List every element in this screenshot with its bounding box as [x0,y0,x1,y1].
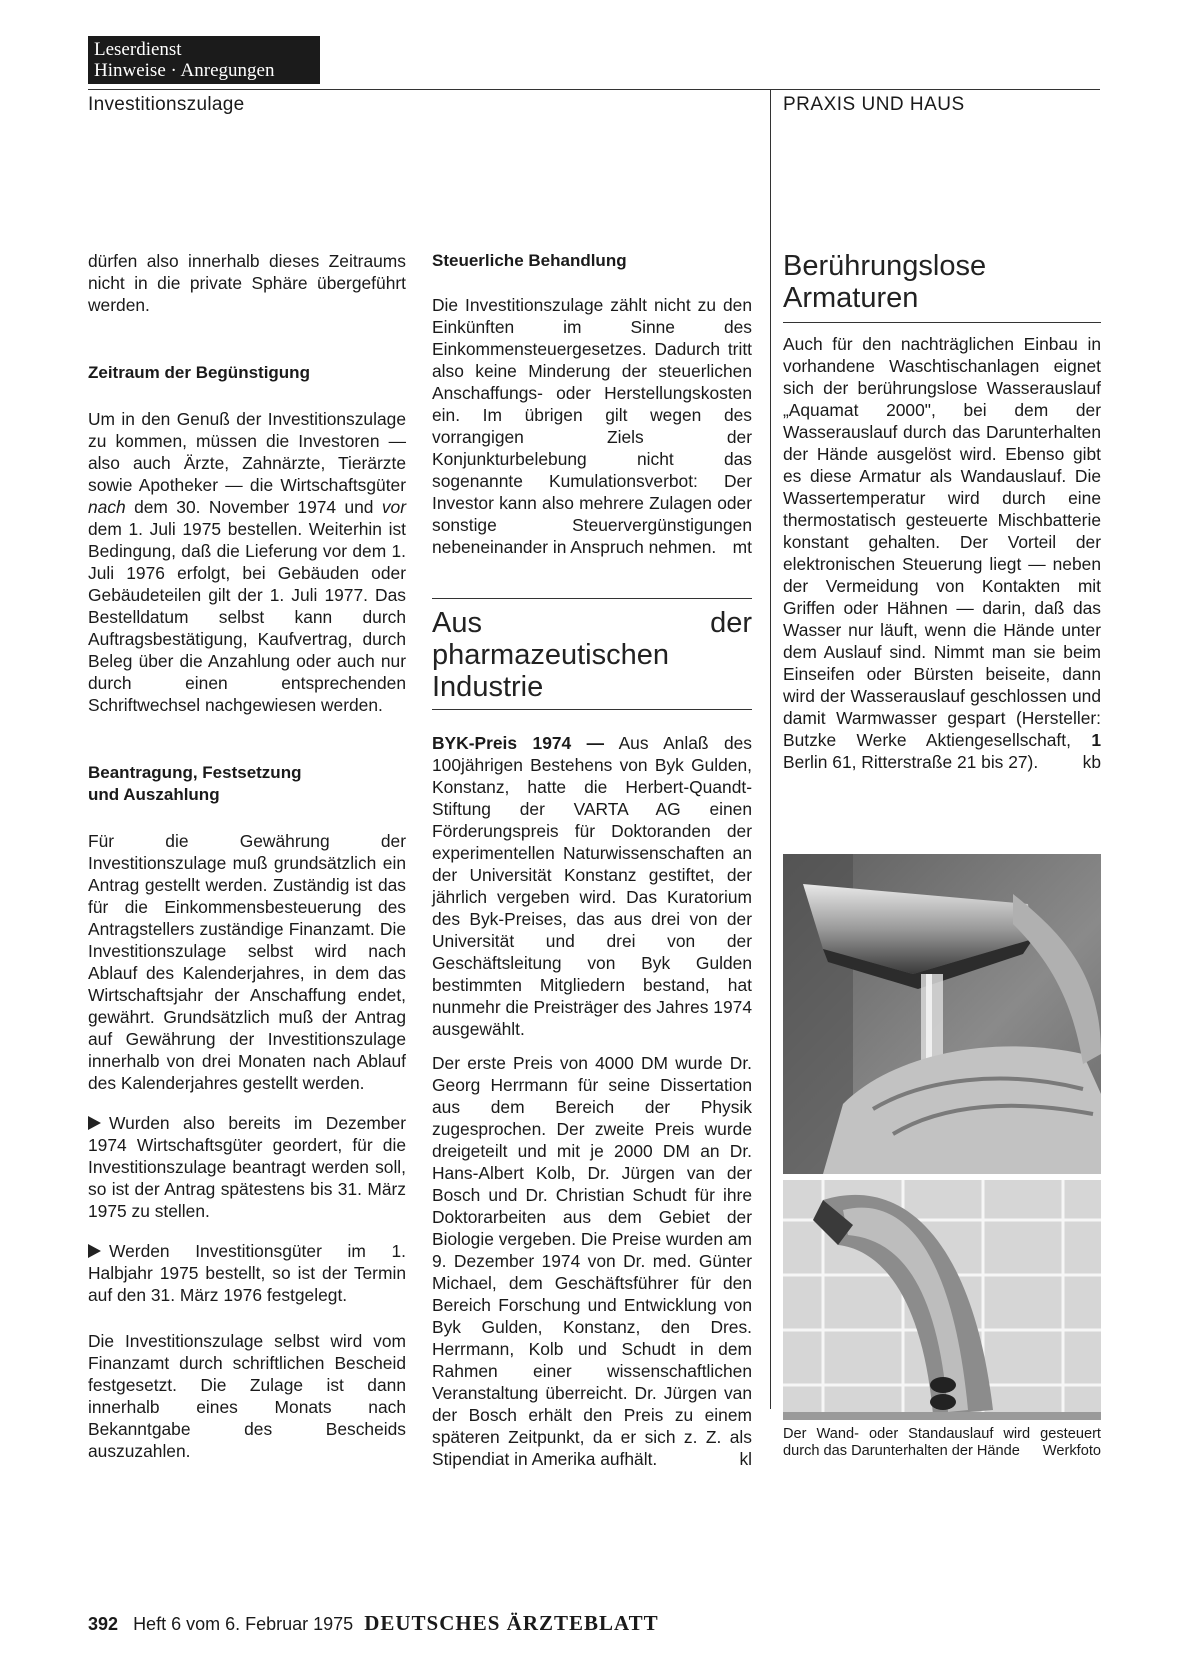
heading-armaturen: Berührungslose Armaturen [783,250,987,314]
column-1 [88,250,406,1480]
author-signature: kl [739,1449,752,1469]
section-rule-armaturen [783,322,1101,323]
header-rule [88,89,1100,90]
rubric-badge [88,36,320,84]
triangle-bullet-icon [88,1116,101,1130]
triangle-bullet-icon [88,1244,101,1258]
photo-caption: Der Wand- oder Standauslauf wird gesteuert durch das Darunterhalten der Hände Werkfoto [783,1426,1101,1459]
paragraph-final: Die Investitionszulage selbst wird vom Finanzamt durch schriftlichen Bescheid festgesetzt. Die Zulage ist dann innerhalb eines Monats nach Bekanntgabe des Bescheids auszuzahlen. [88,1331,406,1461]
intro-paragraph: dürfen also innerhalb dieses Zeitraums nicht in die private Sphäre übergeführt werden. [88,251,406,315]
emphasis-vor: vor [381,497,406,517]
page-footer [88,1611,659,1636]
author-signature: mt [732,537,752,557]
paragraph-preis: Der erste Preis von 4000 DM wurde Dr. Georg Herrmann für seine Dissertation aus dem Bereich der Physik zugesprochen. Der zweite Preis wurde dreigeteilt und mit je 2000 DM an Dr. Hans-Albert Kolb, Dr. Jürgen van der Bosch und Dr. Christian Schudt für ihre Doktorarbeiten aus dem Gebiet der Biologie vergeben. Die Preise wurden am 9. Dezember 1974 von Dr. med. Günter Michael, dem Geschäftsführer für den Bereich Forschung und Entwicklung von Byk Gulden, Konstanz, den Dres. Herrmann, Kolb und Schudt in dem Rahmen einer wissenschaftlichen Veranstaltung überreicht. Dr. Jürgen van der Bosch erhält den Preis zu einem späteren Zeitpunkt, da er sich z. Z. als Stipendiat in Amerika aufhält. kl [432,1053,752,1469]
section-label-right: PRAXIS UND HAUS [783,94,965,115]
magazine-title: DEUTSCHES ÄRZTEBLATT [364,1611,659,1635]
photo-credit: Werkfoto [1042,1443,1101,1459]
issue-info: Heft 6 vom 6. Februar 1975 [133,1614,354,1634]
heading-antrag: Beantragung, Festsetzung und Auszahlung [88,763,302,804]
heading-pharma: Aus der pharmazeutischen Industrie [432,607,752,703]
section-rule-top [432,598,752,599]
emphasis-nach: nach [88,497,126,517]
rubric-line-2: Hinweise · Anregungen [94,60,275,81]
paragraph-steuer: Die Investitionszulage zählt nicht zu den Einkünften im Sinne des Einkommensteuergesetzes. Dadurch tritt also keine Minderung der steuerlichen Anschaffungs- oder Herstellungskosten ein. Im übrigen gilt wegen des vorrangigen Ziels der Konjunkturbelebung nicht das sogenannte Kumulationsverbot: Der Investor kann also mehrere Zulagen oder sonstige Steuervergünstigungen nebeneinander in Anspruch nehmen. mt [432,295,752,557]
rubric-line-1: Leserdienst [94,39,182,60]
lead-in-byk: BYK-Preis 1974 — [432,733,605,753]
paragraph-armaturen: Auch für den nachträglichen Einbau in vorhandene Waschtischanlagen eignet sich der berührungslose Wasserauslauf „Aquamat 2000", bei dem der Wasserauslauf durch das Darunterhalten der Hände ausgelöst wird. Ebenso gibt es diese Armatur als Wandauslauf. Die Wassertemperatur wird durch eine thermostatisch gesteuerte Mischbatterie konstant gehalten. Der Vorteil der elektronischen Steuerung liegt — neben der Vermeidung von Kontakten mit Griffen oder Hähnen — darin, daß das Wasser nur läuft, wenn die Hände unter dem Auslauf sind. Nimmt man sie beim Einseifen oder Bürsten beiseite, dann wird der Wasserauslauf geschlossen und damit Warmwasser gespart (Hersteller: Butzke Werke Aktiengesellschaft, 1 Berlin 61, Ritterstraße 21 bis 27). kb [783,334,1101,772]
bullet-paragraph-2: Werden Investitionsgüter im 1. Halbjahr 1975 bestellt, so ist der Termin auf den 31. März 1976 festgelegt. [88,1241,406,1305]
heading-steuer: Steuerliche Behandlung [432,251,627,270]
page-number: 392 [88,1614,119,1634]
column-2 [432,250,752,1488]
bullet-paragraph-1: Wurden also bereits im Dezember 1974 Wirtschaftsgüter geordert, für die Investitionszulage beantragt werden soll, so ist der Antrag spätestens bis 31. März 1975 zu stellen. [88,1113,406,1221]
photo-wall-faucet [783,854,1101,1174]
column-divider [770,89,771,1409]
section-label-left: Investitionszulage [88,94,245,115]
paragraph-byk: BYK-Preis 1974 — Aus Anlaß des 100jährigen Bestehens von Byk Gulden, Konstanz, hatte die Herbert-Quandt-Stiftung der VARTA AG einen Förderungspreis für Doktoranden der experimentellen Naturwissenschaften an der Universität Konstanz gestiftet, der jährlich vergeben wird. Das Kuratorium des Byk-Preises, das aus drei von der Universität und drei von der Geschäftsleitung von Byk Gulden bestimmten Mitgliedern bestand, hat nunmehr die Preisträger des Jahres 1974 ausgewählt. [432,733,753,1039]
column-3 [783,250,1101,791]
section-rule-bottom [432,709,752,710]
paragraph-antrag: Für die Gewährung der Investitionszulage muß grundsätzlich ein Antrag gestellt werden. Zuständig ist das für die Einkommensbesteuerung des Antragstellers zuständige Finanzamt. Die Investitionszulage selbst wird nach Ablauf des Kalenderjahres, in dem das Wirtschaftsjahr der Anschaffung endet, gewährt. Grundsätzlich muß der Antrag auf Gewährung der Investitionszulage innerhalb von drei Monaten nach Ablauf des Kalenderjahres gestellt werden. [88,831,406,1093]
heading-zeitraum: Zeitraum der Begünstigung [88,363,310,382]
paragraph-zeitraum: Um in den Genuß der Investitionszulage zu kommen, müssen die Investoren — also auch Ärzte, Zahnärzte, Tierärzte sowie Apotheker — die Wirtschaftsgüter nach dem 30. November 1974 und vor dem 1. Juli 1975 bestellen. Weiterhin ist Bedingung, daß die Lieferung vor dem 1. Juli 1976 erfolgt, bei Gebäuden oder Gebäudeteilen gilt der 1. Juli 1977. Das Bestelldatum selbst kann durch Auftragsbestätigung, Kaufvertrag, durch Beleg über die Anzahlung oder auch nur durch einen entsprechenden Schriftwechsel nachgewiesen werden. [88,409,406,715]
photo-deck-faucet [783,1180,1101,1420]
author-signature: kb [1082,752,1101,772]
